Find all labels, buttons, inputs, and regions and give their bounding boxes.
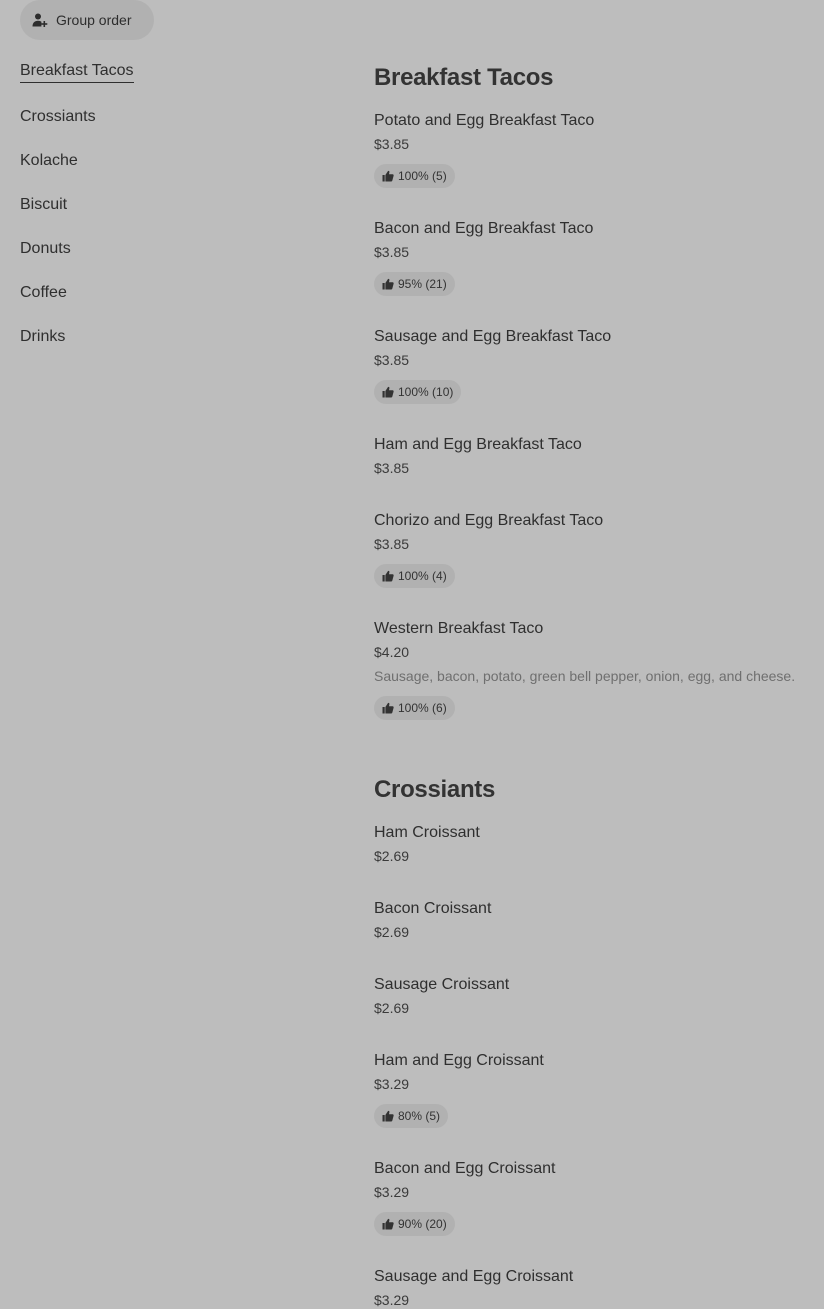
item-price: $3.29 — [374, 1292, 410, 1308]
menu-item[interactable] — [374, 1159, 814, 1231]
item-name: Ham and Egg Croissant — [374, 1052, 544, 1069]
item-name: Chorizo and Egg Breakfast Taco — [374, 512, 604, 529]
menu-item[interactable] — [374, 899, 814, 940]
item-price: $4.20 — [374, 644, 410, 660]
item-name: Bacon and Egg Breakfast Taco — [374, 220, 594, 237]
rating-badge — [374, 696, 455, 720]
item-price: $3.85 — [374, 244, 410, 260]
rating-badge — [374, 1104, 448, 1128]
sidebar-item-coffee[interactable]: Coffee — [20, 284, 67, 301]
item-price: $2.69 — [374, 924, 410, 940]
rating-text: 90% (20) — [398, 1217, 447, 1231]
menu-item[interactable] — [374, 1051, 814, 1123]
item-price: $2.69 — [374, 848, 410, 864]
item-name: Sausage and Egg Croissant — [374, 1268, 574, 1285]
section-title-crossiants: Crossiants — [374, 776, 496, 803]
rating-text: 100% (10) — [398, 385, 454, 399]
rating-text: 80% (5) — [398, 1109, 441, 1123]
menu-item[interactable] — [374, 327, 814, 399]
item-name: Sausage and Egg Breakfast Taco — [374, 328, 612, 345]
thumbs-up-icon — [382, 170, 394, 182]
menu-item[interactable] — [374, 619, 814, 715]
sidebar-item-crossiants[interactable]: Crossiants — [20, 108, 96, 125]
thumbs-up-icon — [382, 702, 394, 714]
sidebar-item-drinks[interactable]: Drinks — [20, 328, 66, 345]
item-name: Western Breakfast Taco — [374, 620, 544, 637]
rating-text: 100% (6) — [398, 701, 447, 715]
item-price: $3.29 — [374, 1076, 410, 1092]
item-name: Bacon Croissant — [374, 900, 492, 917]
item-price: $3.85 — [374, 536, 410, 552]
item-price: $3.29 — [374, 1184, 410, 1200]
rating-text: 100% (4) — [398, 569, 447, 583]
menu-item[interactable] — [374, 1267, 814, 1308]
item-price: $2.69 — [374, 1000, 410, 1016]
menu-item[interactable] — [374, 219, 814, 291]
rating-badge — [374, 564, 455, 588]
rating-text: 100% (5) — [398, 169, 447, 183]
thumbs-up-icon — [382, 1110, 394, 1122]
menu-item[interactable] — [374, 111, 814, 183]
section-title-breakfast-tacos: Breakfast Tacos — [374, 64, 554, 91]
sidebar-item-donuts[interactable]: Donuts — [20, 240, 71, 257]
sidebar-item-biscuit[interactable]: Biscuit — [20, 196, 68, 213]
item-name: Potato and Egg Breakfast Taco — [374, 112, 595, 129]
rating-badge — [374, 272, 455, 296]
item-name: Ham and Egg Breakfast Taco — [374, 436, 582, 453]
item-description: Sausage, bacon, potato, green bell pepper, onion, egg, and cheese. — [374, 668, 796, 684]
item-name: Sausage Croissant — [374, 976, 510, 993]
rating-badge — [374, 1212, 455, 1236]
thumbs-up-icon — [382, 1218, 394, 1230]
user-add-icon — [32, 12, 48, 28]
thumbs-up-icon — [382, 570, 394, 582]
sidebar-item-kolache[interactable]: Kolache — [20, 152, 78, 169]
item-name: Bacon and Egg Croissant — [374, 1160, 556, 1177]
thumbs-up-icon — [382, 386, 394, 398]
item-price: $3.85 — [374, 136, 410, 152]
sidebar-item-breakfast-tacos[interactable]: Breakfast Tacos — [20, 62, 134, 83]
item-price: $3.85 — [374, 352, 410, 368]
menu-item[interactable] — [374, 435, 814, 476]
rating-text: 95% (21) — [398, 277, 447, 291]
menu-item[interactable] — [374, 511, 814, 583]
thumbs-up-icon — [382, 278, 394, 290]
item-name: Ham Croissant — [374, 824, 480, 841]
rating-badge — [374, 164, 455, 188]
group-order-button[interactable] — [20, 0, 154, 40]
menu-item[interactable] — [374, 975, 814, 1016]
item-price: $3.85 — [374, 460, 410, 476]
rating-badge — [374, 380, 461, 404]
menu-item[interactable] — [374, 823, 814, 864]
group-order-label: Group order — [56, 12, 132, 28]
